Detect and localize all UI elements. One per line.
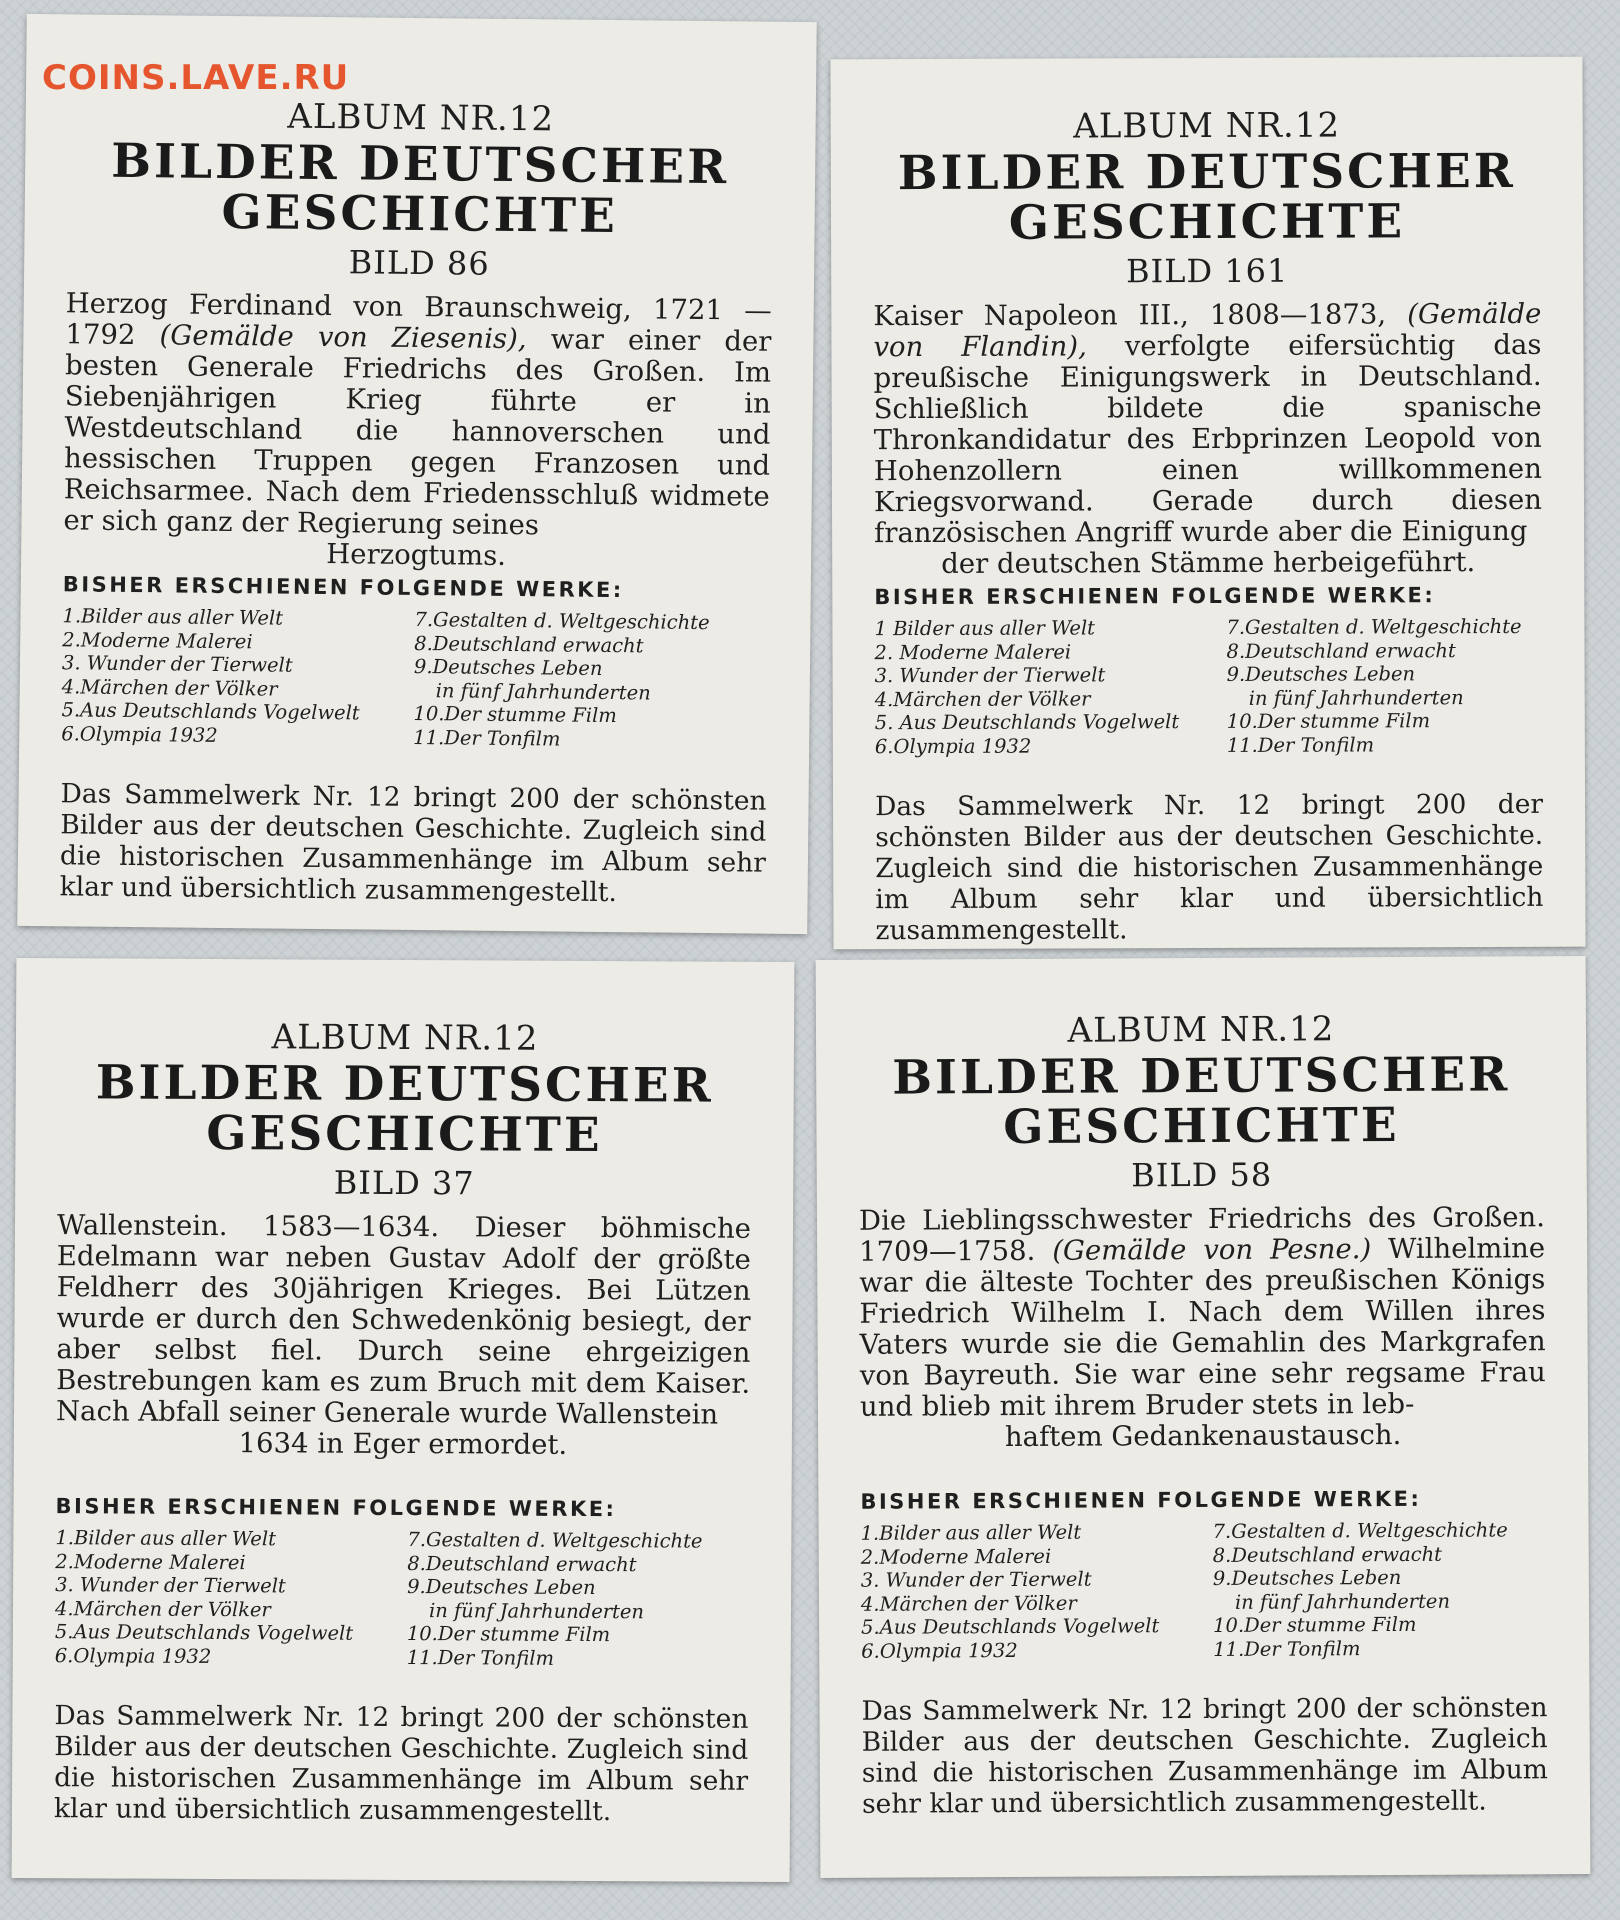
- card-title-line-1: BILDER DEUTSCHER: [95, 1055, 714, 1114]
- werke-column-left: [61, 604, 415, 772]
- description-last-line: 1634 in Eger ermordet.: [238, 1427, 568, 1461]
- card-title-line-2: GESCHICHTE: [206, 1105, 603, 1164]
- description-text: Die Lieblingsschwester Friedrichs des Großen. 1709—1758.: [858, 1201, 1546, 1268]
- werke-item: 8.Deutschland erwacht: [407, 1551, 637, 1576]
- werke-item: 3. Wunder der Tierwelt: [55, 1573, 286, 1598]
- werke-heading: BISHER ERSCHIENEN FOLGENDE WERKE:: [860, 1486, 1422, 1514]
- werke-item: 5.Aus Deutschlands Vogelwelt: [54, 1620, 354, 1645]
- card-title-line-1: BILDER DEUTSCHER: [897, 143, 1516, 202]
- card-description: [873, 297, 1543, 580]
- werke-item: 9.Deutsches Leben: [1226, 662, 1416, 686]
- werke-item: 6.Olympia 1932: [54, 1643, 212, 1668]
- card-title-line-2: GESCHICHTE: [221, 184, 619, 245]
- werke-item: 2. Moderne Malerei: [874, 639, 1072, 664]
- werke-item: 3. Wunder der Tierwelt: [860, 1567, 1092, 1592]
- card-footer-text: Das Sammelwerk Nr. 12 bringt 200 der schönsten Bilder aus der deutschen Geschichte. Zugleich sind die historischen Zusammenhänge im Album sehr klar und übersichtlich zusammengestellt.: [875, 788, 1544, 947]
- werke-item: 9.Deutsches Leben: [1212, 1565, 1402, 1590]
- werke-item: 3. Wunder der Tierwelt: [874, 663, 1106, 688]
- watermark-text: COINS.LAVE.RU: [42, 58, 350, 98]
- werke-item: 11.Der Tonfilm: [1226, 732, 1375, 757]
- werke-column-right: [413, 608, 769, 776]
- description-last-line: haftem Gedankenaustausch.: [1004, 1418, 1402, 1454]
- card-title-line-1: BILDER DEUTSCHER: [892, 1047, 1511, 1106]
- werke-item: in fünf Jahrhunderten: [435, 678, 651, 704]
- card-title-line-2: GESCHICHTE: [1003, 1097, 1400, 1156]
- card-footer-text: Das Sammelwerk Nr. 12 bringt 200 der schönsten Bilder aus der deutschen Geschichte. Zugleich sind die historischen Zusammenhänge im Album sehr klar und übersichtlich zusammengestellt.: [861, 1692, 1548, 1820]
- werke-item: 4.Märchen der Völker: [874, 686, 1091, 711]
- album-label: ALBUM NR.12: [271, 1017, 539, 1059]
- card-footer-text: Das Sammelwerk Nr. 12 bringt 200 der schönsten Bilder aus der deutschen Geschichte. Zugleich sind die historischen Zusammenhänge im Album sehr klar und übersichtlich zusammengestellt.: [59, 778, 767, 909]
- description-text: Herzog Ferdinand von Braunschweig, 1721 —1792: [65, 287, 772, 352]
- werke-item: 1.Bilder aus aller Welt: [860, 1520, 1082, 1545]
- album-label: ALBUM NR.12: [287, 96, 555, 140]
- bild-number: BILD 161: [1125, 251, 1289, 291]
- werke-item: 1.Bilder aus aller Welt: [62, 604, 284, 630]
- description-text-cont: war einer der besten Generale Friedrichs des Großen. Im Siebenjährigen Krieg führte er in Westdeutschland die hannoverschen und hessischen Truppen gegen Franzosen und Reichsarmee. Nach dem Friedensschluß widmete er sich ganz der Regierung seines: [63, 323, 772, 542]
- werke-item: 7.Gestalten d. Weltgeschichte: [414, 607, 710, 635]
- werke-item: 11.Der Tonfilm: [1213, 1636, 1361, 1661]
- card-title: [66, 133, 773, 245]
- werke-item: 10.Der stumme Film: [1226, 709, 1431, 733]
- werke-heading: BISHER ERSCHIENEN FOLGENDE WERKE:: [874, 583, 1436, 610]
- bild-number: BILD 37: [333, 1163, 475, 1203]
- description-italic: (Gemälde von Flandin),: [873, 297, 1542, 364]
- werke-list: [861, 1518, 1548, 1686]
- description-last-line: Herzogtums.: [326, 538, 507, 572]
- werke-item: 5.Aus Deutschlands Vogelwelt: [861, 1614, 1160, 1639]
- werke-item: 8.Deutschland erwacht: [1226, 638, 1456, 663]
- werke-item: 10.Der stumme Film: [413, 701, 617, 728]
- album-label: ALBUM NR.12: [1073, 105, 1341, 147]
- werke-item: in fünf Jahrhunderten: [1234, 1589, 1451, 1614]
- collector-card-bild-86: [17, 14, 817, 934]
- werke-item: 2.Moderne Malerei: [860, 1544, 1052, 1569]
- werke-item: 8.Deutschland erwacht: [414, 631, 644, 657]
- werke-item: 10.Der stumme Film: [1213, 1612, 1417, 1637]
- werke-item: 10.Der stumme Film: [406, 1622, 611, 1647]
- werke-column-left: [861, 1520, 1214, 1686]
- card-description: [63, 287, 772, 572]
- card-title: [57, 1055, 752, 1164]
- description-text: Wallenstein. 1583—1634. Dieser böhmische Edelmann war neben Gustav Adolf der größte Feldherr des 30jährigen Krieges. Bei Lützen wurde er durch den Schwedenkönig besiegt, der aber selbst fiel. Durch seine ehrgeizigen Bestrebungen kam es zum Bruch mit dem Kaiser. Nach Abfall seiner Generale wurde Wallenstein: [55, 1209, 752, 1431]
- card-title-line-1: BILDER DEUTSCHER: [110, 133, 730, 196]
- card-description: [56, 1210, 751, 1486]
- werke-item: in fünf Jahrhunderten: [1248, 685, 1464, 710]
- werke-item: 9.Deutsches Leben: [413, 654, 603, 680]
- werke-item: 7.Gestalten d. Weltgeschichte: [407, 1528, 703, 1553]
- description-text-cont: verfolgte eifersüchtig das preußische Einigungswerk in Deutschland. Schließlich bildete die spanische Thronkandidatur des Erbprinzen Leopold von Hohenzollern einen willkommenen Kriegsvorwand. Gerade durch diesen französischen Angriff wurde aber die Einigung: [873, 328, 1543, 550]
- werke-item: 4.Märchen der Völker: [61, 674, 278, 701]
- description-text: Kaiser Napoleon III., 1808—1873,: [873, 298, 1408, 333]
- werke-item: 2.Moderne Malerei: [55, 1549, 246, 1574]
- werke-column-left: [55, 1526, 408, 1692]
- description-italic: (Gemälde von Pesne.): [1052, 1233, 1372, 1267]
- werke-item: 6.Olympia 1932: [874, 734, 1032, 758]
- bild-number: BILD 86: [348, 243, 490, 283]
- album-label: ALBUM NR.12: [1067, 1009, 1335, 1051]
- collector-card-bild-58: [816, 956, 1591, 1878]
- werke-heading: BISHER ERSCHIENEN FOLGENDE WERKE:: [62, 572, 624, 603]
- card-title-line-2: GESCHICHTE: [1008, 194, 1406, 251]
- description-italic: (Gemälde von Ziesenis),: [159, 319, 527, 356]
- werke-item: 9.Deutsches Leben: [407, 1575, 596, 1600]
- card-footer-text: Das Sammelwerk Nr. 12 bringt 200 der schönsten Bilder aus der deutschen Geschichte. Zugleich sind die historischen Zusammenhänge im Album sehr klar und übersichtlich zusammengestellt.: [53, 1700, 749, 1828]
- werke-item: 11.Der Tonfilm: [406, 1645, 555, 1670]
- werke-column-right: [1213, 1518, 1548, 1684]
- card-title: [873, 143, 1541, 251]
- werke-item: 5. Aus Deutschlands Vogelwelt: [874, 710, 1180, 735]
- description-text-cont: Wilhelmine war die älteste Tochter des preußischen Königs Friedrich Wilhelm I. Nach dem Willen ihres Vaters wurde sie die Gemahlin des Markgrafen von Bayreuth. Sie war eine sehr regsame Frau und blieb mit ihrem Bruder stets in leb-: [859, 1232, 1546, 1423]
- collector-card-bild-37: [12, 958, 795, 1882]
- card-title: [858, 1047, 1545, 1156]
- werke-item: 1 Bilder aus aller Welt: [874, 616, 1096, 641]
- werke-item: 1.Bilder aus aller Welt: [55, 1526, 277, 1551]
- werke-item: 7.Gestalten d. Weltgeschichte: [1212, 1518, 1508, 1543]
- werke-column-right: [1226, 615, 1543, 780]
- werke-list: [61, 604, 769, 775]
- werke-item: 6.Olympia 1932: [861, 1638, 1018, 1663]
- werke-heading: BISHER ERSCHIENEN FOLGENDE WERKE:: [55, 1494, 617, 1522]
- werke-item: 4.Märchen der Völker: [860, 1591, 1077, 1616]
- werke-item: 11.Der Tonfilm: [413, 725, 561, 751]
- description-last-line: der deutschen Stämme herbeigeführt.: [941, 546, 1476, 580]
- werke-item: 3. Wunder der Tierwelt: [61, 651, 293, 677]
- werke-column-right: [407, 1528, 750, 1694]
- werke-list: [55, 1526, 750, 1694]
- werke-item: in fünf Jahrhunderten: [428, 1598, 645, 1623]
- collector-card-bild-161: [830, 57, 1585, 950]
- werke-column-left: [874, 616, 1227, 781]
- werke-list: [874, 615, 1543, 781]
- werke-item: 4.Märchen der Völker: [54, 1596, 271, 1621]
- werke-item: 8.Deutschland erwacht: [1212, 1542, 1443, 1567]
- bild-number: BILD 58: [1131, 1155, 1273, 1195]
- werke-item: 2.Moderne Malerei: [62, 627, 253, 653]
- werke-item: 6.Olympia 1932: [61, 721, 218, 747]
- werke-item: 7.Gestalten d. Weltgeschichte: [1226, 614, 1522, 639]
- werke-item: 5.Aus Deutschlands Vogelwelt: [61, 698, 360, 725]
- card-description: [859, 1202, 1546, 1478]
